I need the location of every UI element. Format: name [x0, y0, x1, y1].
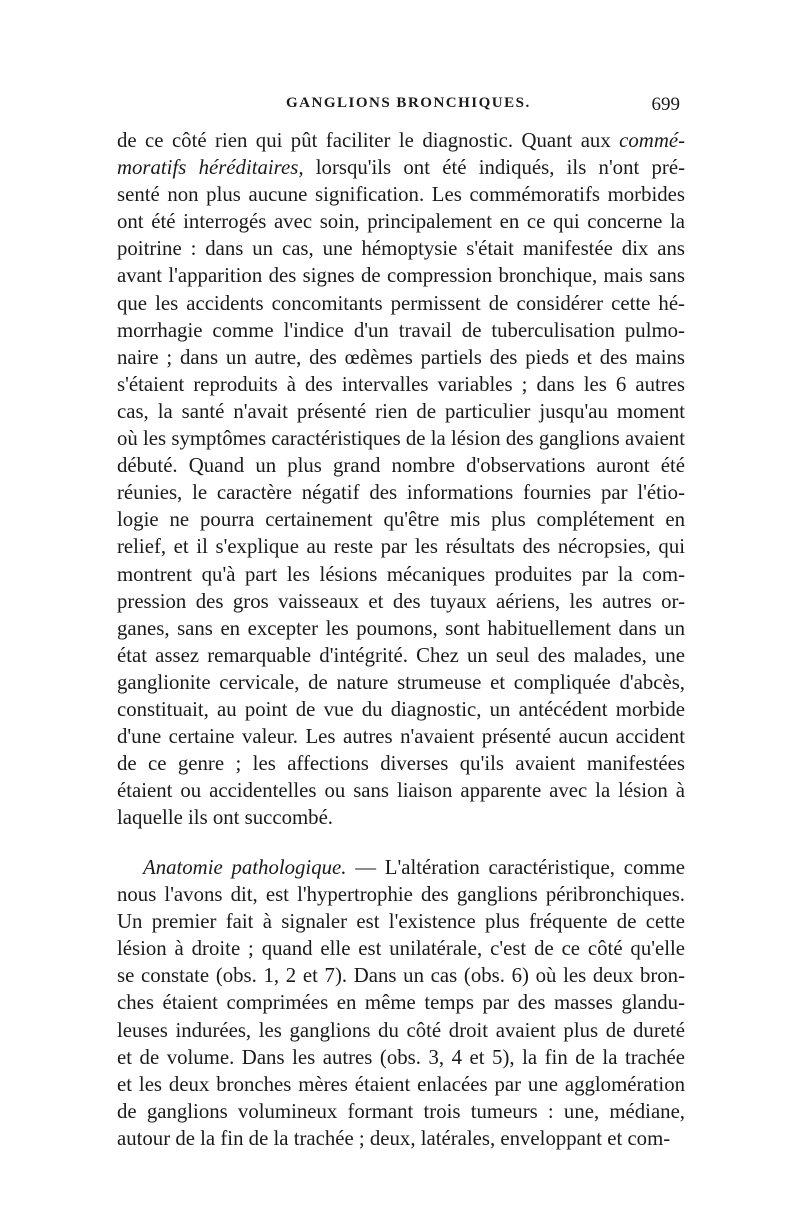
- text-run: naire ; dans un autre, des œdèmes partiels des pieds et des mains: [117, 345, 685, 369]
- text-run: — L'altération caractéristique, comme: [346, 856, 685, 879]
- text-line: [117, 615, 685, 642]
- text-run: état assez remarquable d'intégrité. Chez un seul des malades, une: [117, 643, 685, 667]
- text-line: [117, 696, 685, 723]
- text-run: nous l'avons dit, est l'hypertrophie des ganglions péribronchiques.: [117, 883, 685, 907]
- text-run: senté non plus aucune signification. Les commémoratifs morbides: [117, 183, 685, 207]
- text-run: lésion à droite ; quand elle est unilatérale, c'est de ce côté qu'elle: [117, 937, 685, 961]
- text-run: de ce côté rien qui pût faciliter le diagnostic. Quant aux: [117, 129, 620, 152]
- text-run: et de volume. Dans les autres (obs. 3, 4 et 5), la fin de la trachée: [117, 1045, 685, 1069]
- text-run: s'étaient reproduits à des intervalles variables ; dans les 6 autres: [117, 372, 685, 396]
- text-line: [117, 425, 685, 452]
- text-run: lorsqu'ils ont été indiqués, ils n'ont pré-: [303, 156, 685, 180]
- text-run: constituait, au point de vue du diagnostic, un antécédent morbide: [117, 697, 685, 721]
- text-line: [117, 533, 685, 560]
- text-run: ches étaient comprimées en même temps par des masses glandu-: [117, 991, 685, 1015]
- text-run: étaient ou accidentelles ou sans liaison apparente avec la lésion à: [117, 779, 685, 803]
- italic-text: Anatomie pathologique.: [143, 856, 347, 879]
- italic-text: moratifs héréditaires,: [117, 156, 304, 180]
- text-line: [117, 989, 685, 1016]
- text-run: réunies, le caractère négatif des informations fournies par l'étio-: [117, 481, 685, 505]
- text-run: d'une certaine valeur. Les autres n'avaient présenté aucun accident: [117, 725, 685, 749]
- text-run: morrhagie comme l'indice d'un travail de tuberculisation pulmo-: [117, 318, 685, 342]
- text-line: [117, 750, 685, 777]
- text-line: [117, 127, 685, 154]
- text-line: [117, 181, 685, 208]
- text-line: [117, 235, 685, 262]
- text-line: [117, 1071, 685, 1098]
- text-run: pression des gros vaisseaux et des tuyaux aériens, les autres or-: [117, 589, 685, 613]
- text-line: [117, 588, 685, 615]
- text-line: [117, 262, 685, 289]
- text-line: [117, 479, 685, 506]
- text-line: [117, 317, 685, 344]
- italic-text: commé-: [619, 129, 685, 152]
- text-line: [117, 371, 685, 398]
- text-line: [117, 208, 685, 235]
- text-line: [117, 804, 685, 831]
- text-run: Un premier fait à signaler est l'existence plus fréquente de cette: [117, 910, 685, 934]
- text-line: [117, 154, 685, 181]
- text-run: de ce genre ; les affections diverses qu'ils avaient manifestées: [117, 752, 685, 776]
- paragraph-heredity-and-antecedents: [117, 127, 685, 831]
- text-run: débuté. Quand un plus grand nombre d'observations auront été: [117, 454, 685, 478]
- text-line: [117, 1017, 685, 1044]
- text-line: [117, 642, 685, 669]
- paragraph-pathological-anatomy: [117, 854, 685, 1152]
- text-run: montrent qu'à part les lésions mécaniques produites par la com-: [117, 562, 685, 586]
- text-run: et les deux bronches mères étaient enlacées par une agglomération: [117, 1072, 685, 1096]
- text-line: [117, 1098, 685, 1125]
- text-run: avant l'apparition des signes de compression bronchique, mais sans: [117, 264, 685, 288]
- text-line: [117, 777, 685, 804]
- text-line: [117, 723, 685, 750]
- text-line: [117, 1125, 685, 1152]
- text-run: poitrine : dans un cas, une hémoptysie s'était manifestée dix ans: [117, 237, 685, 261]
- text-run: ganes, sans en excepter les poumons, sont habituellement dans un: [117, 616, 685, 640]
- text-run: où les symptômes caractéristiques de la lésion des ganglions avaient: [117, 427, 685, 451]
- text-line: [117, 452, 685, 479]
- page-number: 699: [651, 94, 680, 115]
- text-line: [117, 561, 685, 588]
- text-line: [117, 854, 685, 881]
- text-line: [117, 344, 685, 371]
- text-line: [117, 669, 685, 696]
- text-run: logie ne pourra certainement qu'être mis plus complétement en: [117, 508, 685, 532]
- text-run: ganglionite cervicale, de nature strumeuse et compliquée d'abcès,: [117, 670, 685, 694]
- text-run: que les accidents concomitants permissent de considérer cette hé-: [117, 291, 685, 315]
- text-run: laquelle ils ont succombé.: [117, 806, 334, 830]
- text-run: ont été interrogés avec soin, principalement en ce qui concerne la: [117, 210, 685, 234]
- text-run: se constate (obs. 1, 2 et 7). Dans un cas (obs. 6) où les deux bron-: [117, 964, 685, 988]
- text-run: leuses indurées, les ganglions du côté droit avaient plus de dureté: [117, 1018, 685, 1042]
- text-line: [117, 908, 685, 935]
- text-line: [117, 935, 685, 962]
- running-head: [118, 95, 680, 119]
- running-title: GANGLIONS BRONCHIQUES.: [286, 95, 531, 111]
- text-line: [117, 881, 685, 908]
- text-line: [117, 506, 685, 533]
- text-run: autour de la fin de la trachée ; deux, latérales, enveloppant et com-: [117, 1126, 671, 1150]
- text-line: [117, 398, 685, 425]
- text-run: de ganglions volumineux formant trois tumeurs : une, médiane,: [117, 1099, 685, 1123]
- text-line: [117, 1044, 685, 1071]
- text-line: [117, 962, 685, 989]
- text-line: [117, 290, 685, 317]
- text-run: relief, et il s'explique au reste par les résultats des nécropsies, qui: [117, 535, 685, 559]
- text-run: cas, la santé n'avait présenté rien de particulier jusqu'au moment: [117, 399, 685, 423]
